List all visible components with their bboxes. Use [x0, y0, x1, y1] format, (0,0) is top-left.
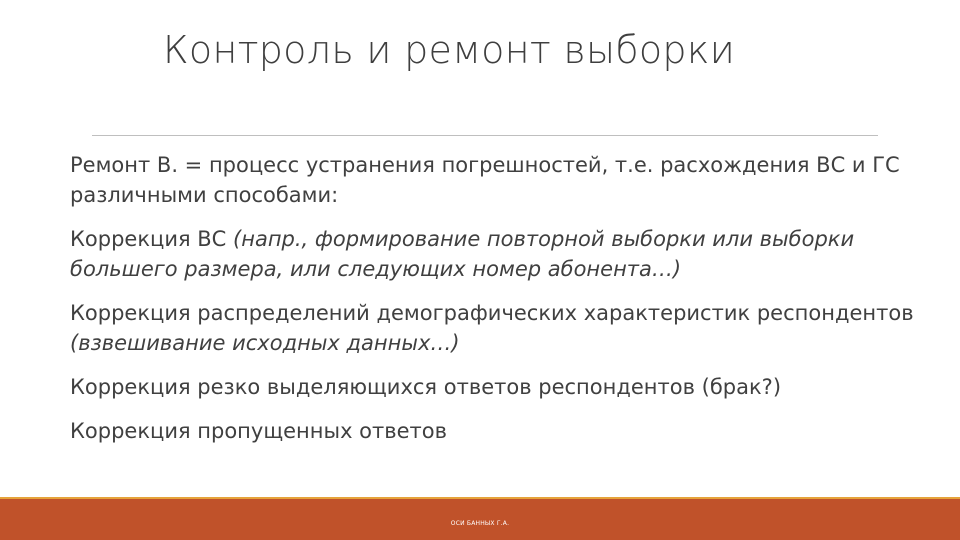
- paragraph-text: Коррекция ВС: [70, 227, 234, 251]
- paragraph-correction-missing: [70, 416, 930, 446]
- paragraph-text: Коррекция распределений демографических характеристик респондентов: [70, 301, 914, 325]
- paragraph-repair-definition: [70, 150, 930, 210]
- slide-title: Контроль и ремонт выборки: [163, 28, 736, 72]
- slide-body: [70, 150, 930, 460]
- paragraph-correction-vs: [70, 224, 930, 284]
- paragraph-text: Ремонт В. = процесс устранения погрешностей, т.е. расхождения ВС и ГС различными способами:: [70, 153, 900, 207]
- footer-author: ОСИ БАННЫХ Г.А.: [450, 520, 510, 527]
- footer-bar: [0, 497, 960, 540]
- paragraph-text: Коррекция резко выделяющихся ответов респондентов (брак?): [70, 375, 782, 399]
- paragraph-correction-outliers: [70, 372, 930, 402]
- footer-accent-line: [0, 497, 960, 499]
- paragraph-italic: (напр., формирование повторной выборки или выборки большего размера, или следующих номер абонента…): [70, 227, 855, 281]
- paragraph-text: Коррекция пропущенных ответов: [70, 419, 448, 443]
- paragraph-italic: (взвешивание исходных данных…): [70, 331, 460, 355]
- title-divider: [92, 135, 878, 136]
- paragraph-correction-demographics: [70, 298, 930, 358]
